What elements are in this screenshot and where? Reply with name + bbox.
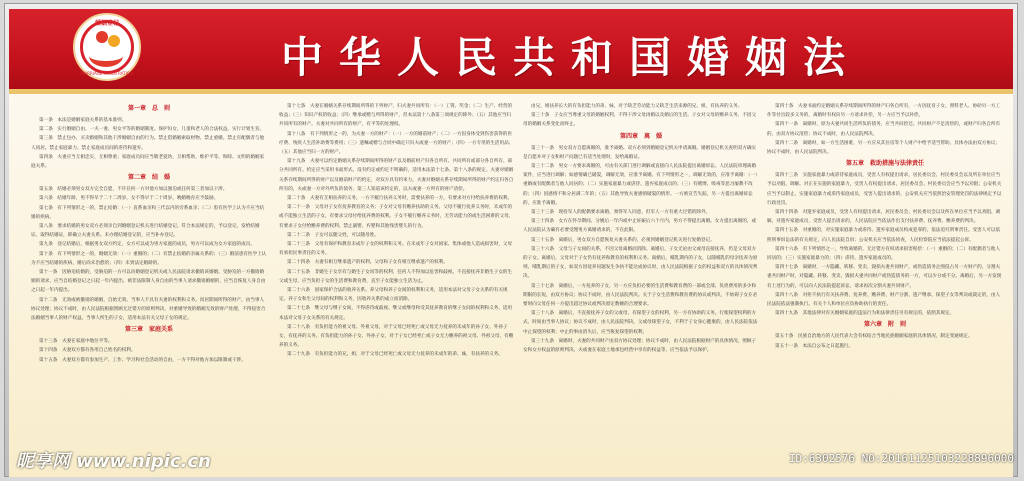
article-paragraph: 第三十八条 离婚后，不直接抚养子女的父或母，有探望子女的权利，另一方有协助的义务。行使探望权利的方式、时间由当事人协议；协议不成时，由人民法院判决。父或母探望子女，不利于子女身心健康的，由人民法院依法中止探望的权利；中止的事由消失后，应当恢复探望的权利。 xyxy=(523,311,758,335)
article-paragraph: 第十九条 夫妻可以约定婚姻关系存续期间所得的财产以及婚前财产归各自所有、共同所有或部分各自所有、部分共同所有。约定应当采用书面形式。没有约定或约定不明确的，适用本法第十七条、第十八条的规定。夫妻对婚姻关系存续期间所得的财产以及婚前财产的约定，对双方具有约束力。夫妻对婚姻关系存续期间所得的财产约定归各自所有的，夫或妻一方对外所负的债务，第三人知道该约定的，以夫或妻一方所有的财产清偿。 xyxy=(279,159,514,192)
text-column-1 xyxy=(31,102,267,472)
article-paragraph: 第十七条 夫妻在婚姻关系存续期间所得的下列财产，归夫妻共同所有：（一）工资、奖金；（二）生产、经营的收益；（三）知识产权的收益；（四）继承或赠与所得的财产，但本法第十八条第三项规定的除外；（五）其他应当归共同所有的财产。夫妻对共同所有的财产，有平等的处理权。 xyxy=(279,104,513,128)
article-paragraph: 第二十八条 有负担能力的祖父母、外祖父母，对于父母已经死亡或父母无力抚养的未成年的孙子女、外孙子女，有抚养的义务。有负担能力的孙子女、外孙子女，对于子女已经死亡或子女无力赡养的祖父母、外祖父母，有赡养的义务。 xyxy=(279,324,514,349)
article-paragraph: 第三十条 子女应当尊重父母的婚姻权利，不得干涉父母再婚以及婚后的生活。子女对父母的赡养义务，不因父母的婚姻关系变化而终止。 xyxy=(523,113,757,128)
article-paragraph: 第三十一条 男女双方自愿离婚的，准予离婚。双方必须到婚姻登记机关申请离婚。婚姻登记机关查明双方确实是自愿并对子女和财产问题已有适当处理时，发给离婚证。 xyxy=(523,145,757,160)
article-paragraph: 第二十六条 国家保护合法的收养关系。养父母和养子女间的权利和义务，适用本法对父母子女关系的有关规定。养子女和生父母间的权利和义务，因收养关系的成立而消除。 xyxy=(279,288,508,303)
article-paragraph: 第二十三条 父母有保护和教育未成年子女的权利和义务。在未成年子女对国家、集体或他人造成损害时，父母有承担民事责任的义务。 xyxy=(279,242,513,257)
text-column-2 xyxy=(279,102,515,472)
article-paragraph: 第二十条 夫妻有互相扶养的义务。一方不履行扶养义务时，需要扶养的一方，有要求对方付给扶养费的权利。 xyxy=(287,196,513,202)
article-paragraph: 第十五条 夫妻双方都有参加生产、工作、学习和社会活动的自由，一方不得对他方加以限制或干涉。 xyxy=(39,357,246,363)
text-column-3 xyxy=(523,102,759,472)
article-paragraph: 第四十条 夫妻书面约定婚姻关系存续期间所得的财产归各自所有，一方因抚育子女、照料老人、协助另一方工作等付出较多义务的，离婚时有权向另一方请求补偿，另一方应当予以补偿。 xyxy=(767,104,1001,119)
article-paragraph: 第四十五条 对重婚的，对实施家庭暴力或虐待、遗弃家庭成员构成犯罪的，依法追究刑事责任。受害人可以依照刑事诉讼法的有关规定，向人民法院自诉；公安机关应当依法侦查，人民检察院应当依法提起公诉。 xyxy=(767,228,1001,243)
page-title: 中华人民共和国婚姻法 xyxy=(280,33,861,82)
article-paragraph: 第八条 要求结婚的男女双方必须亲自到婚姻登记机关进行结婚登记。符合本法规定的，予以登记，发给结婚证。取得结婚证，即确立夫妻关系。未办理结婚登记的，应当补办登记。 xyxy=(31,224,260,239)
article-paragraph: 第十三条 夫妻在家庭中地位平等。 xyxy=(39,339,113,345)
article-paragraph: 第四十六条 有下列情形之一，导致离婚的，无过错方有权请求损害赔偿：（一）重婚的；（二）有配偶者与他人同居的；（三）实施家庭暴力的；（四）虐待、遗弃家庭成员的。 xyxy=(767,246,1001,262)
text-column-4 xyxy=(767,102,1003,472)
article-paragraph: 第三十九条 离婚时，夫妻的共同财产由双方协议处理；协议不成时，由人民法院根据财产的具体情况，照顾子女和女方权益的原则判决。夫或妻在家庭土地承包经营中享有的权益等，应当依法予以保护。 xyxy=(523,338,757,354)
article-paragraph: 第十条 有下列情形之一的，婚姻无效：（一）重婚的；（二）有禁止结婚的亲属关系的；（三）婚前患有医学上认为不应当结婚的疾病，婚后尚未治愈的；（四）未到法定婚龄的。 xyxy=(31,251,267,266)
article-paragraph: 第四十九条 其他法律对有关婚姻家庭的违法行为和法律责任另有规定的，依照其规定。 xyxy=(775,311,955,317)
law-poster xyxy=(9,9,1013,477)
article-paragraph: 第三十六条 父母与子女间的关系，不因父母离婚而消除。离婚后，子女无论由父或母直接抚养，仍是父母双方的子女。离婚后，父母对于子女仍有抚养和教育的权利和义务。离婚后，哺乳期内的子女，以随哺乳的母亲抚养为原则。哺乳期后的子女，如双方因抚养问题发生争执不能达成协议时，由人民法院根据子女的权益和双方的具体情况判决。 xyxy=(523,246,758,280)
article-paragraph: 第三十五条 离婚后，男女双方自愿恢复夫妻关系的，必须到婚姻登记机关进行复婚登记。 xyxy=(531,237,715,243)
article-paragraph: 第十八条 有下列情形之一的，为夫妻一方的财产：（一）一方的婚前财产；（二）一方因身体受到伤害获得的医疗费、残疾人生活补助费等费用；（三）遗嘱或赠与合同中确定只归夫或妻一方的财产；（四）一方专用的生活用品；（五）其他应当归一方的财产。 xyxy=(279,131,514,156)
article-paragraph: 第二十五条 非婚生子女享有与婚生子女同等的权利，任何人不得加以危害和歧视。不直接抚养非婚生子女的生父或生母，应当负担子女的生活费和教育费，直至子女能独立生活为止。 xyxy=(279,269,513,284)
watermark-site: 昵享网 www.nipic.cn xyxy=(16,451,211,472)
article-paragraph: 第四十三条 实施家庭暴力或虐待家庭成员，受害人有权提出请求，居民委员会、村民委员会以及所在单位应当予以劝阻、调解。对正在实施的家庭暴力，受害人有权提出请求，居民委员会、村民委员会应当予以劝阻；公安机关应当予以制止。实施家庭暴力或虐待家庭成员，受害人提出请求的，公安机关应当依照治安管理处罚的法律规定予以行政处罚。 xyxy=(767,173,1002,206)
article-columns xyxy=(9,94,1013,477)
article-paragraph: 第二十一条 父母对子女有抚养教育的义务；子女对父母有赡养扶助的义务。父母不履行抚养义务时，未成年的或不能独立生活的子女，有要求父母付给抚养费的权利。子女不履行赡养义务时，无劳动能力的或生活困难的父母，有要求子女付给赡养费的权利。禁止溺婴、弃婴和其他残害婴儿的行为。 xyxy=(279,205,514,229)
header-banner xyxy=(9,9,1013,94)
article-paragraph: 由兄、姐扶养长大的有负担能力的弟、妹，对于缺乏劳动能力又缺乏生活来源的兄、姐，有扶养的义务。 xyxy=(531,104,743,109)
article-paragraph: 第三十二条 男女一方要求离婚的，可由有关部门进行调解或直接向人民法院提出离婚诉讼。人民法院审理离婚案件，应当进行调解；如感情确已破裂，调解无效，应准予离婚。有下列情形之一，调解无效的，应准予离婚：（一）重婚或有配偶者与他人同居的；（二）实施家庭暴力或虐待、遗弃家庭成员的；（三）有赌博、吸毒等恶习屡教不改的；（四）因感情不和分居满二年的；（五）其他导致夫妻感情破裂的情形。一方被宣告失踪，另一方提出离婚诉讼的，应准予离婚。 xyxy=(523,164,758,206)
article-paragraph: 第五十条 民族自治地方的人民代表大会有权结合当地民族婚姻家庭的具体情况，制定变通规定。 xyxy=(775,334,973,340)
article-paragraph: 第二十四条 夫妻有相互继承遗产的权利。父母和子女有相互继承遗产的权利。 xyxy=(287,260,448,266)
article-paragraph: 第四十八条 对拒不执行有关扶养费、抚养费、赡养费、财产分割、遗产继承、探望子女等判决或裁定的，由人民法院依法强制执行。有关个人和单位应负协助执行的责任。 xyxy=(767,292,1001,308)
chapter-heading: 第一章 总 则 xyxy=(127,105,170,112)
article-paragraph: 第一条 本法是婚姻家庭关系的基本准则。 xyxy=(39,118,127,123)
article-paragraph: 第二条 实行婚姻自由、一夫一妻、男女平等的婚姻制度。保护妇女、儿童和老人的合法权益。实行计划生育。 xyxy=(39,127,265,133)
article-paragraph: 第十四条 夫妻双方都有各用自己姓名的权利。 xyxy=(39,348,136,354)
article-paragraph: 第三条 禁止包办、买卖婚姻和其他干涉婚姻自由的行为。禁止借婚姻索取财物。禁止重婚。禁止有配偶者与他人同居。禁止家庭暴力。禁止家庭成员间的虐待和遗弃。 xyxy=(31,136,265,151)
logo-top-text: 婚姻登记 xyxy=(94,20,119,27)
article-paragraph: 第三十四条 女方在怀孕期间、分娩后一年内或中止妊娠后六个月内，男方不得提出离婚。女方提出离婚的，或人民法院认为确有必要受理男方离婚请求的，不在此限。 xyxy=(523,219,757,234)
article-paragraph: 第三十七条 离婚后，一方抚养的子女，另一方应负担必要的生活费和教育费的一部或全部，负担费用的多少和期限的长短，由双方协议；协议不成时，由人民法院判决。关于子女生活费和教育费的协议或判决，不妨碍子女在必要时向父母任何一方提出超过协议或判决原定数额的合理要求。 xyxy=(523,283,758,308)
chapter-heading: 第六章 附 则 xyxy=(863,321,906,329)
article-paragraph: 第十二条 无效或被撤销的婚姻，自始无效。当事人不具有夫妻的权利和义务。同居期间所得的财产，由当事人协议处理；协议不成时，由人民法院根据照顾无过错方的原则判决。对重婚导致的婚姻无效的财产处理，不得侵害合法婚姻当事人的财产权益。当事人所生的子女，适用本法有关父母子女的规定。 xyxy=(31,297,266,322)
chapter-heading: 第三章 家庭关系 xyxy=(124,326,173,334)
article-paragraph: 第四十二条 离婚时，如一方生活困难，另一方应从其住房等个人财产中给予适当帮助。具体办法由双方协议；协议不成时，由人民法院判决。 xyxy=(767,140,1001,156)
article-paragraph: 第四十一条 离婚时，原为夫妻共同生活所负的债务，应当共同偿还。共同财产不足清偿的，或财产归各自所有的，由双方协议清偿；协议不成时，由人民法院判决。 xyxy=(767,122,1001,137)
article-paragraph: 第十一条 因胁迫结婚的，受胁迫的一方可以向婚姻登记机关或人民法院请求撤销该婚姻。受胁迫的一方撤销婚姻的请求，应当自结婚登记之日起一年内提出。被非法限制人身自由的当事人请求撤销婚姻的，应当自恢复人身自由之日起一年内提出。 xyxy=(31,270,266,294)
chapter-heading: 第五章 救助措施与法律责任 xyxy=(845,160,924,168)
article-paragraph: 第四条 夫妻应当互相忠实，互相尊重；家庭成员间应当敬老爱幼，互相帮助，维护平等、和睦、文明的婚姻家庭关系。 xyxy=(31,154,265,170)
article-paragraph: 第四十四条 对遗弃家庭成员，受害人有权提出请求，居民委员会、村民委员会以及所在单位应当予以劝阻、调解。对遗弃家庭成员，受害人提出请求的，人民法院应当依法作出支付扶养费、抚养费、赡养费的判决。 xyxy=(767,210,1001,225)
article-paragraph: 第四十七条 离婚时，一方隐藏、转移、变卖、毁损夫妻共同财产，或伪造债务企图侵占另一方财产的，分割夫妻共同财产时，对隐藏、转移、变卖、毁损夫妻共同财产或伪造债务的一方，可以少分或不分。离婚后，另一方发现有上述行为的，可以向人民法院提起诉讼，请求再次分割夫妻共同财产。 xyxy=(767,265,1002,289)
article-paragraph: 第五十一条 本法自公布之日起施行。 xyxy=(775,343,854,349)
chapter-heading: 第四章 离 婚 xyxy=(619,132,662,140)
article-paragraph: 第二十九条 有负担能力的兄、姐，对于父母已经死亡或父母无力抚养的未成年的弟、妹，有扶养的义务。 xyxy=(287,352,503,358)
watermark-id: ID:6302576 NO:20161125103228896000 xyxy=(788,452,1014,465)
chapter-heading: 第二章 结 婚 xyxy=(127,174,170,182)
article-paragraph: 第九条 登记结婚后，根据男女双方约定，女方可以成为男方家庭的成员，男方可以成为女方家庭的成员。 xyxy=(39,242,255,248)
article-paragraph: 第二十二条 子女可以随父姓，可以随母姓。 xyxy=(287,232,379,238)
article-paragraph: 第六条 结婚年龄，男不得早于二十二周岁，女不得早于二十周岁。晚婚晚育应予鼓励。 xyxy=(39,196,219,202)
article-paragraph: 第二十七条 继父母与继子女间，不得虐待或歧视。继父或继母和受其抚养教育的继子女间的权利和义务，适用本法对父母子女关系的有关规定。 xyxy=(279,306,513,321)
article-paragraph: 第七条 有下列情形之一的，禁止结婚：（一）直系血亲和三代以内的旁系血亲；（二）患有医学上认为不应当结婚的疾病。 xyxy=(31,205,265,220)
article-paragraph: 第三十三条 现役军人的配偶要求离婚，须得军人同意，但军人一方有重大过错的除外。 xyxy=(531,210,711,216)
article-paragraph: 第五条 结婚必须男女双方完全自愿，不许任何一方对他方加以强迫或任何第三者加以干涉。 xyxy=(39,187,228,193)
logo-bottom-text: MARRIAGE REGISTRATION xyxy=(81,71,133,76)
